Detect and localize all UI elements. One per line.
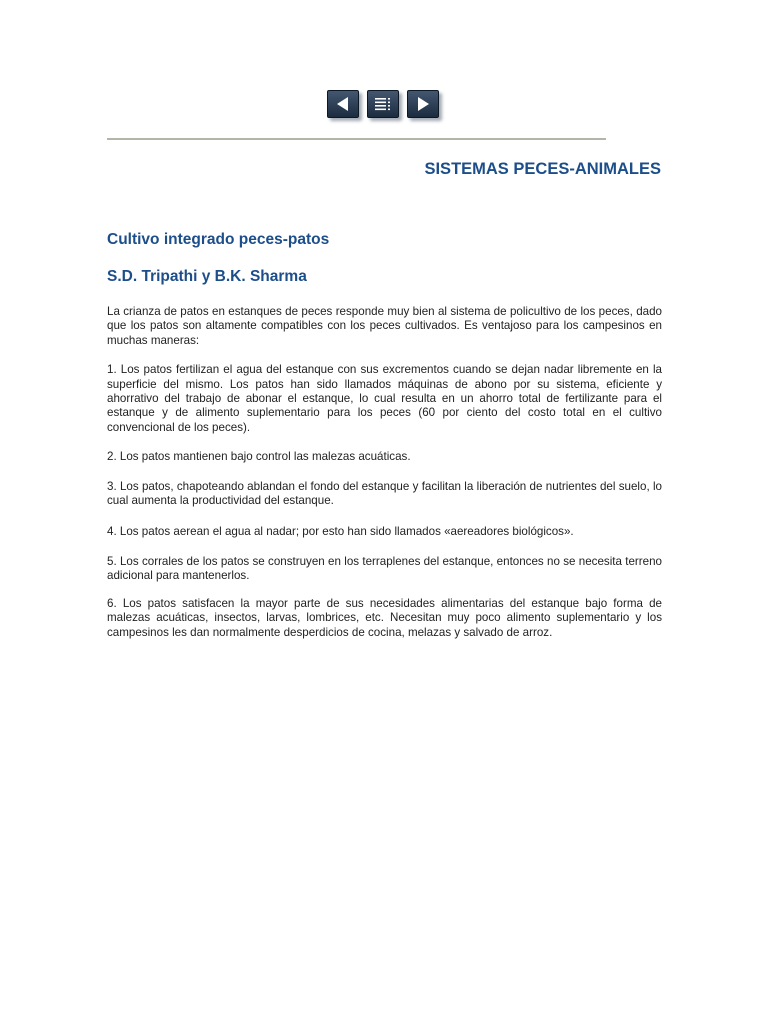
list-item-6: 6. Los patos satisfacen la mayor parte de sus necesidades alimentarias del estanque bajo forma de malezas acuáticas, insectos, larvas, lombrices, etc. Necesitan muy poco alimento suplementario y los campesinos les dan normalmente desperdicios de cocina, melazas y salvado de arroz. xyxy=(107,596,662,639)
article-title: Cultivo integrado peces-patos xyxy=(107,231,330,248)
arrow-right-icon xyxy=(408,91,438,117)
navigation-bar xyxy=(327,88,447,124)
previous-page-button[interactable] xyxy=(327,90,359,118)
index-button[interactable] xyxy=(367,90,399,118)
article-authors: S.D. Tripathi y B.K. Sharma xyxy=(107,268,307,285)
list-item-5: 5. Los corrales de los patos se construyen en los terraplenes del estanque, entonces no se necesita terreno adicional para mantenerlos. xyxy=(107,554,662,583)
article-body xyxy=(107,305,662,655)
list-item-2: 2. Los patos mantienen bajo control las malezas acuáticas. xyxy=(107,450,411,464)
list-index-icon xyxy=(368,91,398,117)
list-item-4: 4. Los patos aerean el agua al nadar; por esto han sido llamados «aereadores biológicos». xyxy=(107,525,574,539)
next-page-button[interactable] xyxy=(407,90,439,118)
arrow-left-icon xyxy=(328,91,358,117)
intro-paragraph: La crianza de patos en estanques de peces responde muy bien al sistema de policultivo de los peces, dado que los patos son altamente compatibles con los peces cultivados. Es ventajoso para los campesinos en muchas maneras: xyxy=(107,305,662,347)
list-item-3: 3. Los patos, chapoteando ablandan el fondo del estanque y facilitan la liberación de nutrientes del suelo, lo cual aumenta la productividad del estanque. xyxy=(107,479,662,508)
section-title: SISTEMAS PECES-ANIMALES xyxy=(424,160,661,178)
horizontal-divider xyxy=(107,138,606,140)
list-item-1: 1. Los patos fertilizan el agua del estanque con sus excrementos cuando se dejan nadar libremente en la superficie del mismo. Los patos han sido llamados máquinas de abono por su sistema, eficiente y ahorrativo del trabajo de abonar el estanque, lo cual resulta en un ahorro total de fertilizante para el estanque y de alimento suplementario para los peces (60 por ciento del costo total en el cultivo convencional de los peces). xyxy=(107,363,662,434)
